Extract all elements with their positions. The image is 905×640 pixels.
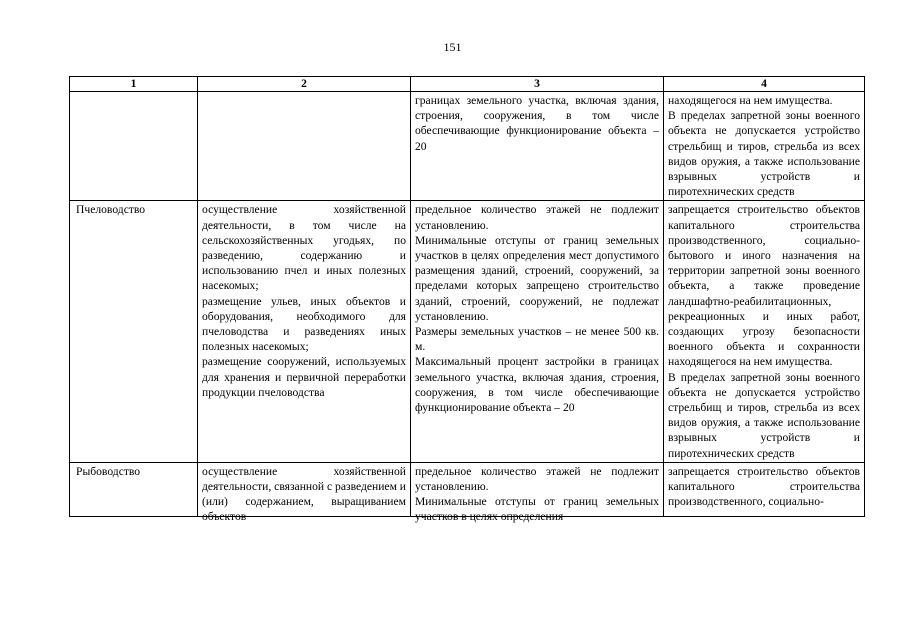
cell-parameters [411, 201, 664, 462]
paragraph: Минимальные отступы от границ земельных участков в целях определения мест допустимого размещения зданий, строений, сооружений, за пределами которых запрещено строительство зданий, строений, сооружений, не подлежат установлению. [415, 233, 659, 323]
land-use-name-text: Рыбоводство [76, 464, 141, 478]
cell-restrictions [664, 462, 865, 516]
cell-continued-col4 [664, 92, 865, 201]
cell-continued-col2 [198, 92, 411, 201]
paragraph: запрещается строительство объектов капитального строительства производственного, социально- [668, 464, 860, 509]
header-row [70, 77, 865, 92]
paragraph: предельное количество этажей не подлежит установлению. [415, 203, 659, 232]
land-use-name [70, 462, 198, 516]
paragraph: запрещается строительство объектов капитального строительства производственного, социально-бытового и иного назначения на территории запретной зоны военного объекта, а также проведение ландшафтно-реабилитационных, рекреационных и иных работ, создающих угрозу безопасности военного объекта и сохранности находящегося на нем имущества. [668, 203, 860, 369]
cell-permitted-use [198, 462, 411, 524]
column-header-1: 1 [70, 77, 198, 92]
paragraph: В пределах запретной зоны военного объекта не допускается устройство стрельбищ и тиров, стрельба из всех видов оружия, а также использование взрывных устройств и пиротехнических средств [668, 370, 860, 460]
table-row-continued [70, 92, 865, 201]
paragraph: размещение ульев, иных объектов и оборудования, необходимого для пчеловодства и разведениях иных полезных насекомых; [202, 294, 406, 354]
paragraph: Максимальный процент застройки в границах земельного участка, включая здания, строения, сооружения, в том числе обеспечивающие функционирование объекта – 20 [415, 355, 659, 415]
column-header-3: 3 [411, 77, 664, 92]
paragraph: осуществление хозяйственной деятельности, в том числе на сельскохозяйственных угодьях, по разведению, содержанию и использованию пчел и иных полезных насекомых; [202, 203, 406, 293]
paragraph: осуществление хозяйственной деятельности, связанной с разведением и (или) содержанием, выращиванием объектов [202, 464, 407, 524]
cell-restrictions [664, 201, 865, 462]
paragraph: предельное количество этажей не подлежит установлению. [415, 464, 659, 494]
paragraph: В пределах запретной зоны военного объекта не допускается устройство стрельбищ и тиров, стрельба из всех видов оружия, а также использование взрывных устройств и пиротехнических средств [668, 109, 860, 199]
paragraph: Минимальные отступы от границ земельных участков в целях определения [415, 495, 659, 524]
land-use-name: Пчеловодство [70, 201, 198, 462]
cell-continued-col3: границах земельного участка, включая здания, строения, сооружения, в том числе обеспечивающие функционирование объекта – 20 [411, 92, 664, 201]
cell-permitted-use [198, 201, 411, 462]
table-row-fish-farming [70, 462, 865, 516]
paragraph: Размеры земельных участков – не менее 500 кв. м. [415, 325, 659, 354]
cell-parameters [411, 462, 664, 524]
paragraph: находящегося на нем имущества. [668, 94, 833, 107]
column-header-4: 4 [664, 77, 865, 92]
column-header-2: 2 [198, 77, 411, 92]
cell-continued-col1 [70, 92, 198, 201]
paragraph: размещение сооружений, используемых для хранения и первичной переработки продукции пчеловодства [202, 355, 406, 399]
zoning-regulations-table [69, 76, 865, 524]
page-number: 151 [443, 40, 462, 54]
table-row-beekeeping [70, 201, 865, 462]
